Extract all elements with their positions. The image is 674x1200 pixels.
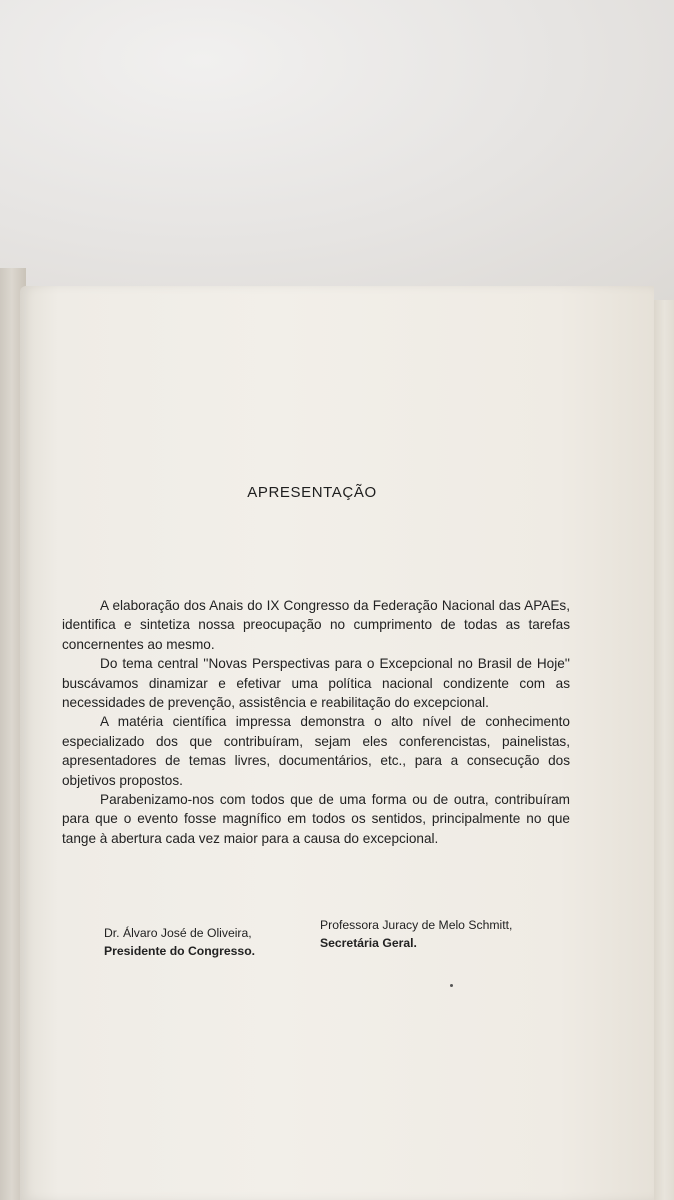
document-title: APRESENTAÇÃO (247, 484, 377, 501)
background-surface (0, 0, 674, 300)
signature-role: Presidente do Congresso. (104, 944, 256, 958)
ink-speck (450, 984, 453, 987)
signature-name: Professora Juracy de Melo Schmitt, (320, 918, 513, 932)
signature-secretary (320, 916, 512, 952)
signature-name: Dr. Álvaro José de Oliveira, (104, 926, 252, 940)
paragraph-1: A elaboração dos Anais do IX Congresso da Federação Nacional das APAEs, identifica e sintetiza nossa preocupação no cumprimento de todas as tarefas concernentes ao mesmo. (62, 598, 570, 652)
signature-role: Secretária Geral. (320, 936, 417, 950)
signature-president (104, 924, 255, 960)
paragraph-2: Do tema central ''Novas Perspectivas para o Excepcional no Brasil de Hoje'' buscávamos dinamizar e efetivar uma política nacional condizente com as necessidades de prevenção, assistência e reabilitação do excepcional. (62, 656, 570, 711)
paragraph-3: A matéria científica impressa demonstra o alto nível de conhecimento especializado dos que contribuíram, sejam eles conferencistas, painelistas, apresentadores de temas livres, documentários, etc., para a consecução dos objetivos propostos. (62, 714, 570, 788)
document-body (62, 596, 570, 848)
paragraph-4: Parabenizamo-nos com todos que de uma forma ou de outra, contribuíram para que o evento fosse magnífico em todos os sentidos, principalmente no que tange à abertura cada vez maior para a causa do excepcional. (62, 792, 570, 846)
